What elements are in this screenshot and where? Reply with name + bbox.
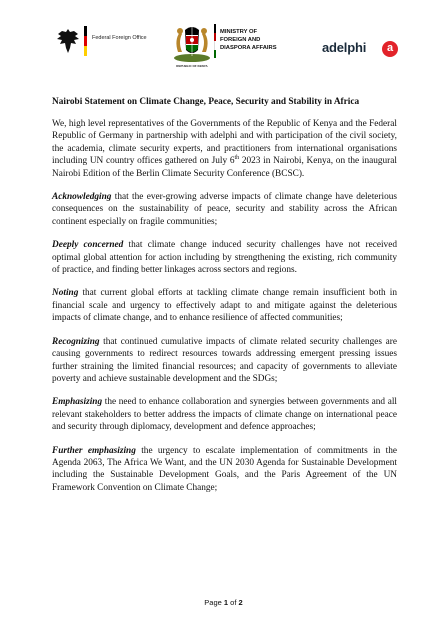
paragraph-text: that current global efforts at tackling climate change remain insufficient both in financial scale and urgency to effectively adapt to and mitigate against the deleterious impacts of climate change, and to enhance resilience of affected communities; (52, 288, 397, 324)
paragraph-text: the need to enhance collaboration and synergies between governments and all relevant stakeholders to better address the impacts of climate change on international peace and security through diplomacy, development and defence approaches; (52, 397, 397, 433)
adelphi-logo (322, 40, 402, 58)
intro-paragraph (52, 118, 397, 180)
paragraph-text: that climate change induced security challenges have not received optimal global attention for action including by strengthening the existing, rich community of practice, and finding better linkages across sectors and regions. (52, 240, 397, 276)
paragraph-text: that continued cumulative impacts of climate related security challenges are causing governments to redirect resources towards addressing emergent pressing issues further straining the limited financial resources; and capacity of governments to alleviate poverty and achieve sustainable development and the SDGs; (52, 336, 397, 384)
page-of-label: of (230, 598, 237, 607)
paragraph-recognizing (52, 336, 397, 386)
intro-text-end: 2023 in Nairobi, Kenya, on the inaugural Nairobi Edition of the Berlin Climate Security Conference (BCSC). (52, 156, 397, 179)
german-flag-bar (84, 26, 87, 56)
paragraph-text: that the ever-growing adverse impacts of climate change have deleterious consequences on the sustainability of peace, security and stability across the African continent especially on fragile communities; (52, 192, 397, 227)
page-number (0, 598, 447, 607)
paragraph-lead: Deeply concerned (52, 240, 124, 251)
kenya-ministry-logo (172, 22, 282, 72)
paragraph-text: the urgency to escalate implementation of commitments in the Agenda 2063, The Africa We Want, and the UN 2030 Agenda for Sustainable Development including the Sustainable Development Goals, and the Paris Agreement of the UN Framework Convention on Climate Change; (52, 445, 397, 493)
ffo-name: Federal Foreign Office (92, 35, 147, 41)
ministry-line-3: DIASPORA AFFAIRS (220, 45, 277, 51)
page-label: Page (204, 598, 222, 607)
adelphi-wordmark: adelphi (322, 40, 367, 55)
paragraph-deeply-concerned (52, 239, 397, 276)
paragraph-lead: Recognizing (52, 336, 100, 347)
paragraph-noting (52, 287, 397, 324)
paragraph-acknowledging (52, 191, 397, 228)
adelphi-a-icon: a (382, 41, 398, 57)
paragraph-lead: Emphasizing (52, 397, 103, 408)
kenya-color-bar (214, 24, 216, 58)
total-pages: 2 (238, 598, 243, 607)
intro-text-start: We, high level representatives of the Governments of the Republic of Kenya and the Federal Republic of Germany in partnership with adelphi and with participation of the civil society, the academia, climate security experts, and practitioners from international organisations including UN country offices gathered on July 6 (52, 119, 397, 167)
document-body (52, 96, 397, 505)
paragraph-further-emphasizing (52, 445, 397, 495)
paragraph-lead: Acknowledging (52, 192, 112, 203)
document-title: Nairobi Statement on Climate Change, Peace, Security and Stability in Africa (52, 97, 360, 107)
ministry-line-1: MINISTRY OF (220, 29, 258, 35)
ministry-line-2: FOREIGN AND (220, 37, 261, 43)
eagle-icon (56, 26, 80, 56)
date-superscript: th (234, 155, 240, 162)
current-page: 1 (223, 598, 229, 607)
federal-foreign-office-logo (56, 26, 176, 64)
paragraph-lead: Noting (52, 288, 79, 299)
paragraph-lead: Further emphasizing (52, 445, 136, 456)
kenya-caption: REPUBLIC OF KENYA (176, 64, 208, 68)
paragraph-emphasizing (52, 396, 397, 433)
kenya-coat-of-arms-icon (172, 22, 212, 64)
ministry-name (220, 28, 277, 52)
